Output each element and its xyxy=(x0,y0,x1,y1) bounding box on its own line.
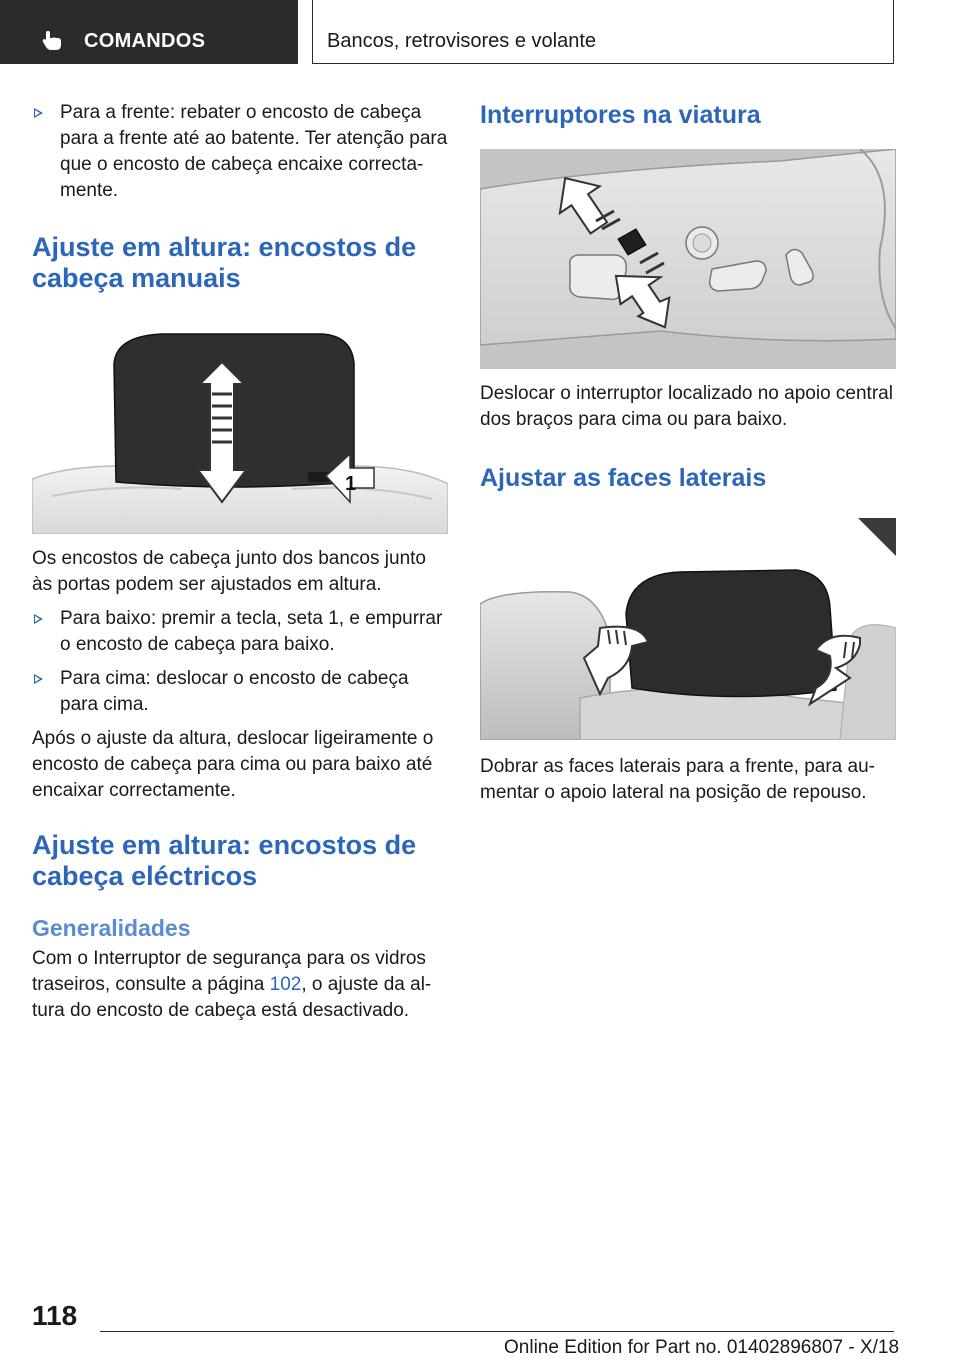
section-header xyxy=(312,0,894,64)
figure-manual-headrest xyxy=(32,324,448,534)
bullet-triangle-icon xyxy=(34,674,43,684)
bullet-triangle-icon xyxy=(34,614,43,624)
paragraph-switches: Deslocar o interruptor localizado no apoio central dos braços para cima ou para baixo. xyxy=(480,383,893,430)
figure-seat-switches xyxy=(480,149,896,369)
left-column xyxy=(32,100,448,1024)
paragraph-general xyxy=(32,946,448,1024)
bullet-list-manual xyxy=(32,606,448,718)
headrest-arrow-illustration xyxy=(32,324,448,534)
paragraph-general-text-a: Com o Interruptor de segurança para os vidros traseiros, consulte a página xyxy=(32,948,426,995)
figure-callout-number: 1 xyxy=(345,473,357,495)
chapter-tab-label: COMANDOS xyxy=(84,30,206,52)
subheading-general: Generalidades xyxy=(32,915,191,941)
figure-side-faces xyxy=(480,518,896,740)
footer-divider xyxy=(100,1331,894,1332)
hand-pointer-icon xyxy=(40,26,66,52)
heading-side-faces: Ajustar as faces laterais xyxy=(480,464,767,492)
paragraph-manual: Os encostos de cabeça junto dos bancos junto às portas podem ser ajustados em altura. xyxy=(32,548,426,595)
heading-manual-height: Ajuste em altura: encostos de cabeça manuais xyxy=(32,232,417,293)
bullet-text: Para a frente: rebater o encosto de cabeça para a frente até ao batente. Ter atenção para que o encosto de cabeça encaixe correcta-mente. xyxy=(60,102,448,201)
heading-electric-height: Ajuste em altura: encostos de cabeça eléctricos xyxy=(32,830,417,891)
paragraph-general-text-b: , o ajuste da al-tura do encosto de cabeça está desactivado. xyxy=(32,974,432,1021)
bullet-list-front xyxy=(32,100,448,204)
page-number: 118 xyxy=(32,1300,78,1331)
page-reference-link[interactable]: 102 xyxy=(269,974,302,995)
bullet-item xyxy=(32,666,448,718)
chapter-tab[interactable] xyxy=(0,0,298,64)
bullet-text: Para cima: deslocar o encosto de cabeça para cima. xyxy=(60,668,409,715)
seat-switch-illustration xyxy=(480,149,896,369)
footer-edition: Online Edition for Part no. 01402896807 - X/18 xyxy=(504,1337,900,1358)
bullet-triangle-icon xyxy=(34,108,43,118)
bullet-item xyxy=(32,606,448,658)
section-title: Bancos, retrovisores e volante xyxy=(327,30,597,52)
bullet-text: Para baixo: premir a tecla, seta 1, e empurrar o encosto de cabeça para baixo. xyxy=(60,608,443,655)
heading-switches: Interruptores na viatura xyxy=(480,101,761,129)
right-column xyxy=(480,100,896,806)
bullet-item xyxy=(32,100,448,204)
paragraph-after-adjust: Após o ajuste da altura, deslocar ligeiramente o encosto de cabeça para cima ou para baixo até encaixar correctamente. xyxy=(32,728,434,801)
side-wings-illustration xyxy=(480,518,896,740)
paragraph-side-faces: Dobrar as faces laterais para a frente, para au-mentar o apoio lateral na posição de repouso. xyxy=(480,756,875,803)
